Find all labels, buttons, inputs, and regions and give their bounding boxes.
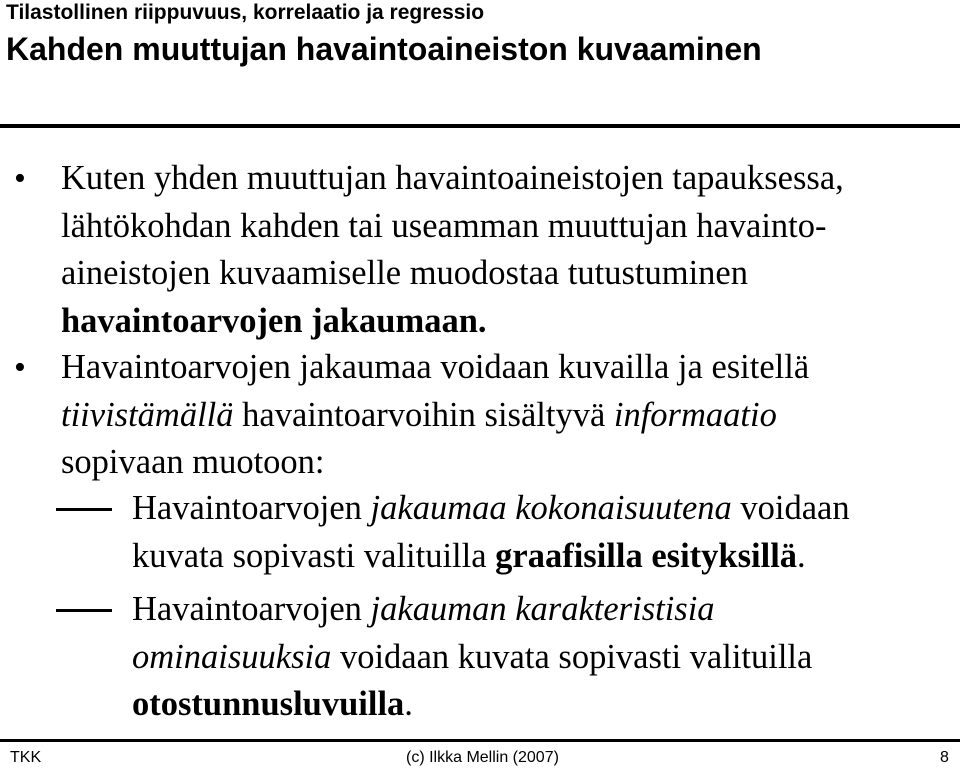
subbullet-1-l2-a: kuvata sopivasti valituilla: [132, 536, 496, 575]
subbullet-2-l3-end: .: [404, 685, 413, 723]
dash-2: [56, 609, 112, 612]
subbullet-1-l1-b: voidaan: [731, 489, 850, 527]
bullet-1: [61, 155, 956, 345]
bullet-2-line-3: sopivaan muotoon:: [61, 443, 325, 481]
bullet-2-line-2: [61, 392, 956, 440]
bullet-1-line-1: Kuten yhden muuttujan havaintoaineistojen tapauksessa,: [61, 159, 844, 197]
page-number: 8: [940, 749, 949, 766]
emphasis-otostunnusluvuilla: otostunnusluvuilla: [132, 685, 405, 723]
bullet-2-line-2-mid: havaintoarvoihin sisältyvä: [233, 395, 614, 434]
bullet-1-line-3: aineistojen kuvaamiselle muodostaa tutustuminen: [61, 254, 748, 292]
subbullet-2-line-1: [132, 586, 957, 634]
footer-left: TKK: [10, 749, 42, 766]
emphasis-jakauman-karakteristisia: jakauman karakteristisia: [370, 590, 715, 628]
subbullet-1-l1-a: Havaintoarvojen: [132, 489, 371, 527]
subbullet-1-l2-end: .: [797, 536, 806, 575]
slide-title: Kahden muuttujan havaintoaineiston kuvaaminen: [6, 31, 762, 67]
subbullet-2-line-3: [132, 681, 957, 729]
bullet-2-line-1: Havaintoarvojen jakaumaa voidaan kuvailla ja esitellä: [61, 348, 810, 386]
emphasis-tiivistamalla: tiivistämällä: [61, 395, 234, 434]
subbullet-2-line-2: [132, 634, 957, 682]
footer-divider: [0, 739, 960, 742]
emphasis-graafisilla-esityksilla: graafisilla esityksillä: [495, 536, 798, 575]
emphasis-jakaumaa-kokonaisuutena: jakaumaa kokonaisuutena: [370, 489, 732, 527]
bullet-dot-2: •: [14, 349, 26, 386]
dash-1: [56, 508, 112, 511]
footer-center: (c) Ilkka Mellin (2007): [406, 749, 559, 766]
subbullet-1: [132, 485, 957, 580]
subbullet-1-line-2: [132, 533, 957, 581]
subbullet-1-line-1: [132, 485, 957, 533]
bullet-1-line-2: lähtökohdan kahden tai useamman muuttujan havainto-: [61, 206, 827, 245]
emphasis-informaatio: informaatio: [613, 395, 777, 434]
emphasis-ominaisuuksia: ominaisuuksia: [132, 637, 332, 676]
bullet-2: [61, 344, 956, 487]
bullet-1-line-4: havaintoarvojen jakaumaan.: [61, 301, 487, 340]
bullet-dot-1: •: [14, 160, 26, 197]
slide-subtitle: Tilastollinen riippuvuus, korrelaatio ja regressio: [6, 1, 485, 24]
subbullet-2-l2-b: voidaan kuvata sopivasti valituilla: [331, 637, 813, 676]
subbullet-2: [132, 586, 957, 729]
subbullet-2-l1-a: Havaintoarvojen: [132, 590, 371, 628]
header-divider: [0, 124, 960, 128]
